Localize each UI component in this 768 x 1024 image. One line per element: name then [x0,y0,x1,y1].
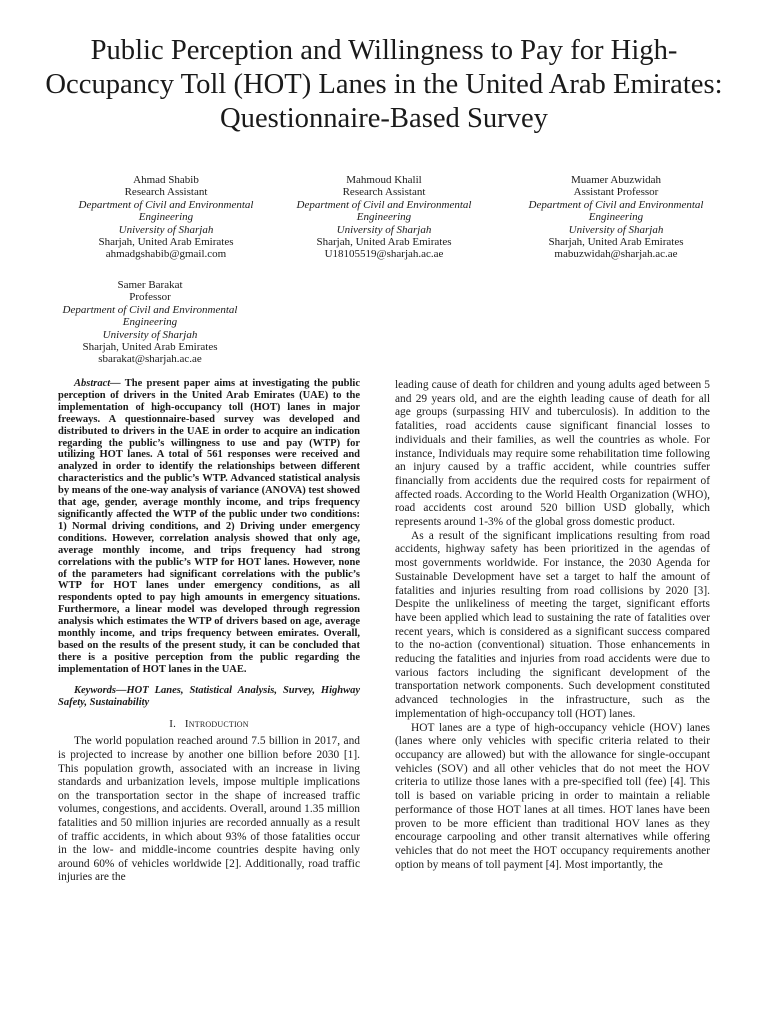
author-email: sbarakat@sharjah.ac.ae [98,353,202,366]
abstract-text: The present paper aims at investigating the public perception of drivers in the United Arab Emirates (UAE) to the implementation of high-occupancy toll (HOT) lanes in major freeways. A questionnaire-based survey was developed and distributed to drivers in the UAE in order to acquire an indication regarding the public’s willingness to use and pay (WTP) for utilizing HOT lanes. A total of 561 responses were received and analyzed in order to identify the relationships between different characteristics and the public’s WTP. Advanced statistical analysis by means of the one-way analysis of variance (ANOVA) test showed that age, gender, average monthly income, and trips frequency significantly affected the WTP of the public under two conditions: 1) Normal driving conditions, and 2) Driving under emergency conditions. However, correlation analysis showed that only age, average monthly income, and trips frequency had strong correlations with the public’s WTP for HOT lanes. However, none of the parameters had significant correlations with the public’s WTP for HOT lanes under emergency conditions, as all respondents opted to pay high amounts in emergency situations. Furthermore, a linear model was developed through regression analysis which estimates the WTP of drivers based on age, average monthly income, and trips frequency between emirates. Overall, based on the results of the present study, it can be concluded that there is a positive perception from the public regarding the implementation of HOT lanes in the UAE. [58,378,360,675]
author-department-cont: Engineering [122,316,178,329]
author-name: Muamer Abuzwidah [570,174,662,186]
author-name: Samer Barakat [117,279,183,291]
author-university: University of Sharjah [568,223,664,236]
author-email: U18105519@sharjah.ac.ae [324,248,444,261]
author-location: Sharjah, United Arab Emirates [548,236,684,249]
author-role: Professor [129,291,171,304]
author-department-cont: Engineering [138,211,194,224]
author-university: University of Sharjah [118,223,214,236]
paper-title: Public Perception and Willingness to Pay for High-Occupancy Toll (HOT) Lanes in the United Arab Emirates: Questionnaire-Based Survey [45,35,723,134]
author-role: Research Assistant [124,186,208,199]
author-location: Sharjah, United Arab Emirates [98,236,234,249]
left-body-text [58,735,360,885]
left-column [58,378,360,885]
abstract-lead: Abstract— [74,378,121,389]
paragraph: leading cause of death for children and young adults aged between 5 and 29 years old, and are the eighth leading cause of death for all age groups (surpassing HIV and tuberculosis). In addition to the fatalities, road accidents cause significant financial losses to individuals and their families, as well the countries as whole. For instance, Individuals may require some rehabilitation time following an injury caused by a traffic accident, while countries suffer financially from accidents due the required costs for repairment of affected roads. According to the World Health Organization (WHO), road accidents cost around 520 billion USD globally, which represents around 1-3% of the global gross domestic product. [395,379,710,529]
author-department: Department of Civil and Environmental [296,198,472,211]
paragraph: As a result of the significant implications resulting from road accidents, highway safety has been prioritized in the agendas of most governments worldwide. For instance, the 2030 Agenda for Sustainable Development have set a target to half the amount of fatalities and injuries resulting from road collisions by 2020 [3]. Despite the unlikeliness of meeting the target, significant efforts have been applied which lead to sustaining the rate of fatalities over recent years, which is considered as a significant success compared to the no-action (conventional) situation. Those enhancements in reducing the fatalities and injuries from road accidents were due to various factors including the significant development of the transportation network components. Such development constituted advanced technologies in the infrastructure, such as the implementation of high-occupancy toll (HOT) lanes. [395,529,710,720]
section-title: Introduction [184,717,249,730]
author-email: mabuzwidah@sharjah.ac.ae [554,248,678,261]
author-department: Department of Civil and Environmental [528,198,704,211]
author-department-cont: Engineering [356,211,412,224]
paragraph: HOT lanes are a type of high-occupancy vehicle (HOV) lanes (lanes where only vehicles with specific criteria related to their occupancy are allowed) but with the allowance for single-occupant vehicles (SOV) and all other vehicles that do not meet the HOV criteria to utilize those lanes with a pre-specified toll (fee) [4]. This toll is based on variable pricing in order to maintain a reliable performance of those HOT lanes at all times. HOT lanes have been proven to be more efficient than traditional HOV lanes as they encourage carpooling and other transit alternatives while offering vehicles that do not meet the HOT occupancy requirements another option by means of toll payment [4]. Most importantly, the [395,721,710,871]
author-role: Assistant Professor [573,186,659,199]
author-department: Department of Civil and Environmental [62,303,238,316]
author-department-cont: Engineering [588,211,644,224]
author-university: University of Sharjah [102,328,198,341]
author-role: Research Assistant [342,186,426,199]
author-location: Sharjah, United Arab Emirates [316,236,452,249]
author-block [496,174,736,261]
paragraph: The world population reached around 7.5 billion in 2017, and is projected to increase by another one billion before 2030 [1]. This population growth, associated with an increase in living standards and urbanization levels, impose multiple implications on the transportation sector in the shape of increased traffic volumes, congestions, and accidents. Overall, around 1.35 million fatalities and 50 million injuries are recorded annually as a result of traffic accidents, in which about 93% of those fatalities occur in the low- and middle-income countries despite having only around 60% of vehicles worldwide [2]. Additionally, road traffic injuries are the [58,735,360,884]
author-location: Sharjah, United Arab Emirates [82,341,218,354]
section-number: I. [169,717,177,730]
abstract [58,378,360,676]
author-block [46,174,286,261]
author-block [30,279,270,366]
author-name: Ahmad Shabib [133,174,199,186]
author-department: Department of Civil and Environmental [78,198,254,211]
author-email: ahmadgshabib@gmail.com [105,248,227,261]
author-name: Mahmoud Khalil [346,174,422,186]
keywords: Keywords—HOT Lanes, Statistical Analysis, Survey, Highway Safety, Sustainability [58,684,360,708]
author-university: University of Sharjah [336,223,432,236]
right-column [395,379,710,872]
section-heading [58,718,360,731]
author-block [264,174,504,261]
